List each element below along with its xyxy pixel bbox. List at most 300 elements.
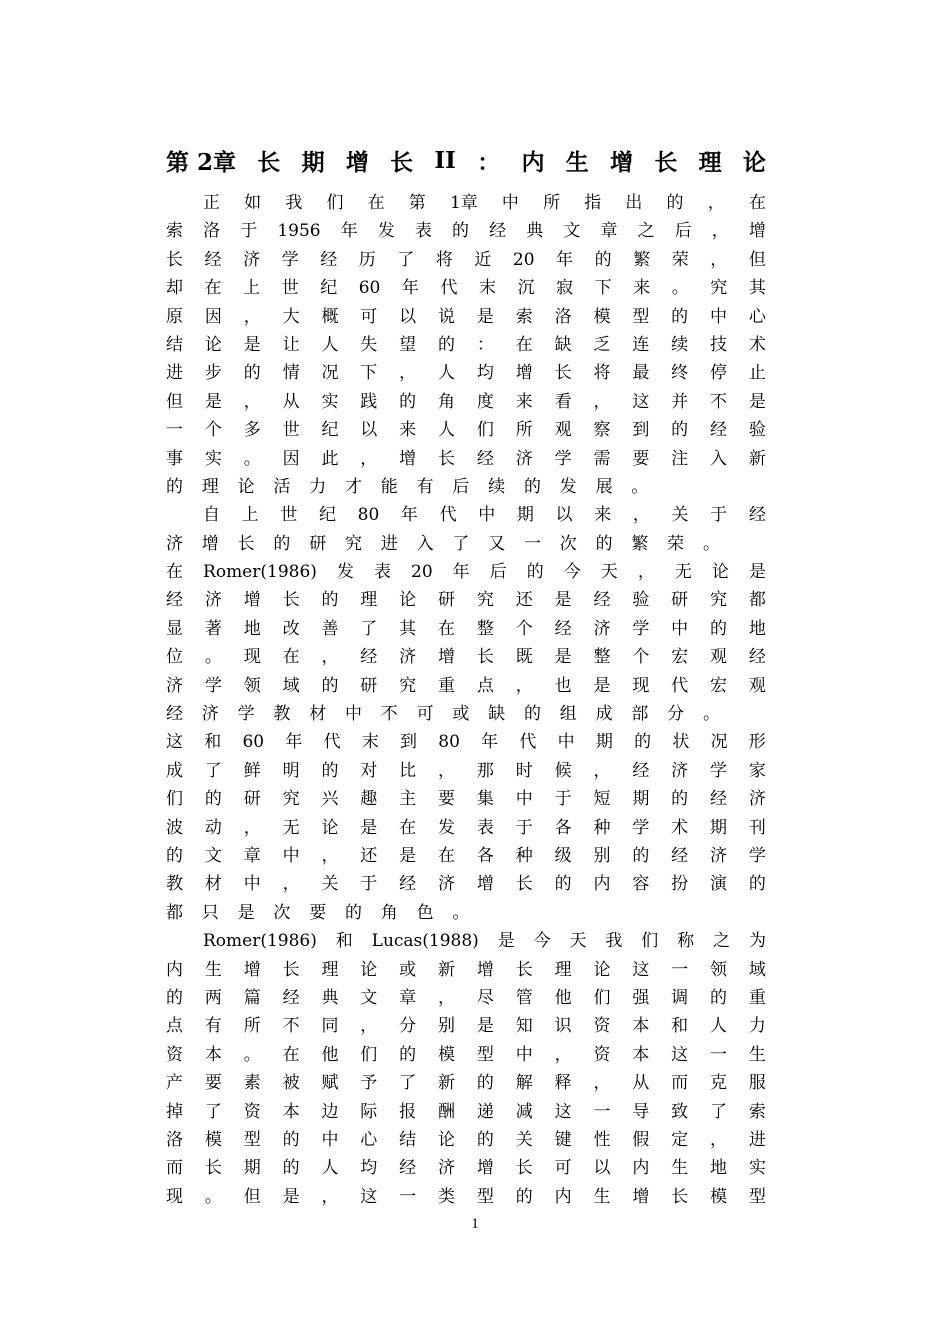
- text-token: 。: [452, 902, 470, 923]
- text-token: 分: [399, 1016, 417, 1037]
- body-text: [166, 189, 766, 1211]
- text-token: 识: [554, 1016, 572, 1037]
- text-token: 后: [674, 221, 692, 242]
- text-token: 要: [204, 1073, 222, 1094]
- text-token: 的: [166, 845, 183, 866]
- text-line: [166, 274, 766, 302]
- text-token: 在: [367, 193, 385, 213]
- text-token: 济: [710, 845, 728, 866]
- text-token: 的: [671, 420, 689, 441]
- text-token: 中: [710, 306, 728, 327]
- text-token: 的: [166, 987, 183, 1008]
- text-line: [166, 842, 766, 870]
- text-line: [166, 217, 766, 245]
- text-token: 1956: [277, 221, 321, 242]
- text-token: 一: [523, 533, 541, 554]
- text-token: 之: [637, 221, 655, 242]
- text-token: 天: [569, 931, 587, 952]
- text-token: 心: [748, 306, 766, 327]
- text-token: 域: [282, 675, 300, 696]
- text-line: [166, 501, 766, 529]
- text-token: 增: [515, 363, 533, 384]
- text-token: 来: [633, 278, 651, 299]
- text-token: 中: [501, 193, 519, 213]
- text-token: 力: [748, 1016, 766, 1037]
- text-token: 都: [166, 902, 183, 923]
- text-token: 以: [360, 420, 378, 441]
- text-token: 称: [677, 931, 695, 952]
- text-token: 致: [671, 1101, 689, 1122]
- text-token: 况: [321, 363, 339, 384]
- text-token: 章: [399, 987, 417, 1008]
- text-token: 现: [243, 647, 261, 668]
- text-token: 短: [593, 789, 611, 810]
- text-token: 济: [438, 1158, 456, 1179]
- text-token: 的: [523, 704, 541, 725]
- text-token: 1章: [449, 193, 478, 213]
- text-token: 中: [243, 874, 261, 895]
- text-token: 们: [476, 420, 494, 441]
- text-token: 。: [671, 278, 689, 299]
- text-token: 期: [516, 505, 534, 526]
- text-token: 60: [358, 278, 381, 299]
- text-token: 候: [554, 760, 572, 781]
- text-token: 寂: [556, 278, 574, 299]
- text-token: 型: [476, 1044, 494, 1065]
- text-token: 性: [593, 1129, 611, 1150]
- text-token: 酬: [438, 1101, 456, 1122]
- text-token: 最: [632, 363, 650, 384]
- text-token: 模: [593, 306, 611, 327]
- text-token: 我: [285, 193, 303, 213]
- text-token: 和: [671, 1016, 689, 1037]
- text-token: 纪: [318, 505, 336, 526]
- text-token: 出: [625, 193, 643, 213]
- text-token: 还: [360, 845, 378, 866]
- text-token: ，: [438, 760, 456, 781]
- text-token: 践: [360, 391, 378, 412]
- text-token: 来: [594, 505, 612, 526]
- text-token: 同: [321, 1016, 339, 1037]
- text-token: 扮: [671, 874, 689, 895]
- text-token: 整: [593, 647, 611, 668]
- text-token: 文: [204, 845, 222, 866]
- text-line: [166, 927, 766, 955]
- text-line: [166, 757, 766, 785]
- text-token: 假: [632, 1129, 650, 1150]
- text-token: ，: [243, 306, 261, 327]
- text-token: ，: [243, 817, 261, 838]
- text-token: 沉: [517, 278, 535, 299]
- text-token: 今: [533, 931, 551, 952]
- text-token: 的: [273, 533, 291, 554]
- text-token: 次: [273, 902, 291, 923]
- text-token: 的: [632, 845, 650, 866]
- text-token: 。: [631, 476, 649, 497]
- text-token: 上: [243, 278, 261, 299]
- text-token: 长: [515, 1158, 533, 1179]
- text-token: 但: [166, 391, 183, 412]
- text-token: 。: [702, 704, 720, 725]
- text-token: 家: [748, 760, 766, 781]
- text-token: 进: [380, 533, 398, 554]
- text-token: ，: [593, 760, 611, 781]
- text-token: 为: [748, 931, 766, 952]
- text-line: [166, 558, 766, 586]
- text-token: 集: [476, 789, 494, 810]
- text-token: 和: [204, 732, 222, 753]
- text-token: 教: [166, 874, 183, 895]
- text-token: 们: [360, 1044, 378, 1065]
- text-token: 重: [438, 675, 456, 696]
- text-token: 如: [244, 193, 262, 213]
- text-token: 济: [399, 647, 417, 668]
- text-token: 是: [593, 675, 611, 696]
- text-token: 在: [515, 334, 533, 355]
- text-token: 的: [399, 391, 417, 412]
- text-token: 经: [476, 448, 494, 469]
- text-token: 或: [399, 959, 417, 980]
- text-token: 时: [515, 760, 533, 781]
- text-token: 边: [321, 1101, 339, 1122]
- text-token: 自: [203, 505, 220, 526]
- text-token: 结: [166, 334, 183, 355]
- text-token: 让: [282, 334, 300, 355]
- page-number: 1: [471, 1216, 479, 1232]
- text-token: 不: [380, 704, 398, 725]
- text-token: 型: [243, 1129, 261, 1150]
- text-token: 刊: [748, 817, 766, 838]
- text-token: 度: [476, 391, 494, 412]
- text-token: 个: [204, 420, 222, 441]
- text-token: 增: [748, 221, 766, 242]
- text-token: 的: [452, 221, 470, 242]
- text-token: 的: [595, 533, 613, 554]
- text-token: 掉: [166, 1101, 183, 1122]
- text-token: 是: [497, 931, 515, 952]
- text-token: 我: [605, 931, 623, 952]
- text-token: 强: [632, 987, 650, 1008]
- text-token: ，: [321, 647, 339, 668]
- text-token: 验: [748, 420, 766, 441]
- text-token: 80: [357, 505, 380, 526]
- text-token: 生: [593, 1186, 611, 1207]
- text-token: 学: [748, 845, 766, 866]
- text-token: 经: [360, 647, 378, 668]
- text-token: 们: [166, 789, 183, 810]
- text-token: ，: [321, 845, 339, 866]
- text-token: 这: [632, 391, 650, 412]
- text-token: 济: [438, 874, 456, 895]
- text-token: 洛: [554, 306, 572, 327]
- text-token: 改: [282, 618, 300, 639]
- text-token: 经: [204, 249, 222, 270]
- text-token: 洛: [203, 221, 221, 242]
- text-token: 现: [166, 1186, 183, 1207]
- text-token: 济: [593, 618, 611, 639]
- text-token: 要: [632, 448, 650, 469]
- text-token: 了: [204, 760, 222, 781]
- text-token: 人: [321, 334, 339, 355]
- text-token: 内: [166, 959, 183, 980]
- text-line: [166, 530, 766, 558]
- text-token: 经: [166, 704, 183, 725]
- text-token: 均: [476, 363, 494, 384]
- text-token: 本: [632, 1016, 650, 1037]
- text-token: 年: [400, 505, 418, 526]
- text-token: 经: [399, 1158, 417, 1179]
- text-token: 以: [399, 306, 417, 327]
- text-token: 别: [438, 1016, 456, 1037]
- text-token: 动: [204, 817, 222, 838]
- text-token: 而: [671, 1073, 689, 1094]
- chapter-title: [166, 140, 766, 180]
- title-token: 增: [345, 148, 369, 176]
- text-token: 地: [748, 618, 766, 639]
- text-token: 。: [243, 1044, 261, 1065]
- text-token: 将: [593, 363, 611, 384]
- text-token: 到: [400, 732, 418, 753]
- text-token: 人: [438, 363, 456, 384]
- text-token: 模: [204, 1129, 222, 1150]
- text-token: 多: [243, 420, 261, 441]
- text-token: 增: [476, 1158, 494, 1179]
- text-token: 或: [452, 704, 470, 725]
- text-token: 察: [593, 420, 611, 441]
- text-token: 域: [748, 959, 766, 980]
- text-token: 的: [476, 1129, 494, 1150]
- text-token: 中: [344, 704, 362, 725]
- text-token: 别: [593, 845, 611, 866]
- text-token: 资: [593, 1044, 611, 1065]
- text-token: 展: [595, 476, 613, 497]
- text-token: 教: [273, 704, 291, 725]
- text-token: 材: [204, 874, 222, 895]
- text-token: 才: [344, 476, 362, 497]
- text-token: 学: [632, 618, 650, 639]
- text-token: 是: [282, 1186, 300, 1207]
- text-token: 。: [204, 647, 222, 668]
- title-token: 论: [742, 148, 766, 176]
- text-token: 善: [321, 618, 339, 639]
- title-token: 长: [654, 148, 678, 176]
- text-token: ，: [710, 1129, 728, 1150]
- text-token: 的: [666, 193, 684, 213]
- text-token: 释: [554, 1073, 572, 1094]
- text-token: 续: [671, 334, 689, 355]
- text-token: 在: [282, 1044, 300, 1065]
- text-token: 实: [321, 391, 339, 412]
- text-token: 明: [282, 760, 300, 781]
- text-token: 地: [243, 618, 261, 639]
- text-token: 种: [515, 845, 533, 866]
- text-token: 是: [399, 845, 417, 866]
- text-token: 望: [399, 334, 417, 355]
- text-token: 况: [710, 732, 728, 753]
- text-token: 在: [748, 193, 766, 213]
- text-token: 模: [438, 1044, 456, 1065]
- text-token: 代: [440, 278, 458, 299]
- text-token: 生: [671, 1158, 689, 1179]
- text-token: 的: [554, 874, 572, 895]
- text-token: 纪: [321, 420, 339, 441]
- text-token: 的: [476, 1073, 494, 1094]
- text-token: 可: [360, 306, 378, 327]
- text-token: 经: [554, 618, 572, 639]
- text-token: 缺: [554, 334, 572, 355]
- text-token: 被: [282, 1073, 300, 1094]
- text-token: 材: [309, 704, 327, 725]
- title-token: 第 2章: [166, 148, 237, 176]
- text-token: 20: [411, 562, 433, 583]
- text-token: 容: [632, 874, 650, 895]
- title-token: II: [434, 146, 456, 174]
- text-token: 第: [408, 193, 426, 213]
- text-token: 报: [399, 1101, 417, 1122]
- text-token: 内: [554, 1186, 572, 1207]
- text-token: 论: [438, 1129, 456, 1150]
- text-token: 的: [634, 732, 652, 753]
- text-token: 可: [554, 1158, 572, 1179]
- text-token: 并: [671, 391, 689, 412]
- text-token: 究: [476, 590, 494, 611]
- text-token: 济: [515, 448, 533, 469]
- text-token: 长: [237, 533, 255, 554]
- text-token: 位: [166, 647, 183, 668]
- text-token: 学: [632, 817, 650, 838]
- text-token: 代: [323, 732, 341, 753]
- text-line: [166, 615, 766, 643]
- text-token: 索: [166, 221, 183, 242]
- text-token: 经: [166, 590, 183, 611]
- text-token: 个: [632, 647, 650, 668]
- text-token: 是: [748, 562, 766, 583]
- text-token: 荣: [671, 249, 689, 270]
- text-token: 显: [166, 618, 183, 639]
- title-token: 长: [390, 148, 414, 176]
- text-token: 趣: [360, 789, 378, 810]
- text-token: 观: [554, 420, 572, 441]
- text-token: 个: [515, 618, 533, 639]
- text-token: 减: [515, 1101, 533, 1122]
- text-token: 在: [399, 817, 417, 838]
- text-token: 型: [632, 306, 650, 327]
- text-token: 年: [401, 278, 419, 299]
- text-token: 在: [438, 845, 456, 866]
- text-token: 到: [632, 420, 650, 441]
- text-token: 经: [632, 760, 650, 781]
- text-token: ，: [360, 448, 378, 469]
- text-token: ，: [399, 363, 417, 384]
- text-token: 代: [439, 505, 457, 526]
- text-token: 世: [282, 420, 300, 441]
- text-token: 情: [282, 363, 300, 384]
- text-token: 大: [282, 306, 300, 327]
- text-token: 们: [641, 931, 659, 952]
- text-token: 因: [282, 448, 300, 469]
- text-token: 于: [710, 505, 728, 526]
- text-token: 是: [243, 334, 261, 355]
- text-line: [166, 189, 766, 217]
- text-token: 篇: [243, 987, 261, 1008]
- text-token: 键: [554, 1129, 572, 1150]
- text-token: 年: [452, 562, 470, 583]
- text-token: 来: [515, 391, 533, 412]
- text-token: 后: [489, 562, 507, 583]
- text-line: [166, 1183, 766, 1211]
- text-token: 的: [594, 249, 612, 270]
- text-token: 分: [667, 704, 685, 725]
- text-token: 模: [710, 1186, 728, 1207]
- text-token: 此: [321, 448, 339, 469]
- text-token: 步: [204, 363, 222, 384]
- text-token: 。: [702, 533, 720, 554]
- text-line: [166, 303, 766, 331]
- text-token: 于: [240, 221, 258, 242]
- text-token: 要: [309, 902, 327, 923]
- text-token: 理: [201, 476, 219, 497]
- text-token: 需: [593, 448, 611, 469]
- text-token: 从: [282, 391, 300, 412]
- text-token: 了: [710, 1101, 728, 1122]
- text-token: 要: [438, 789, 456, 810]
- text-token: ，: [360, 1016, 378, 1037]
- text-token: 经: [748, 505, 766, 526]
- text-token: 的: [344, 902, 362, 923]
- text-token: 的: [710, 618, 728, 639]
- text-token: 比: [399, 760, 417, 781]
- text-token: 代: [671, 675, 689, 696]
- text-token: 都: [748, 590, 766, 611]
- text-line: [166, 672, 766, 700]
- text-token: 入: [416, 533, 434, 554]
- text-token: 在: [438, 618, 456, 639]
- text-token: 的: [523, 476, 541, 497]
- text-token: 后: [452, 476, 470, 497]
- text-token: 资: [166, 1044, 183, 1065]
- text-token: 术: [748, 334, 766, 355]
- text-token: 增: [243, 959, 261, 980]
- text-token: 经: [748, 647, 766, 668]
- text-token: 状: [672, 732, 690, 753]
- text-token: 究: [399, 675, 417, 696]
- text-token: 年: [556, 249, 574, 270]
- text-token: 所: [515, 420, 533, 441]
- text-token: ：: [476, 334, 494, 355]
- text-token: 连: [632, 334, 650, 355]
- text-token: 了: [204, 1101, 222, 1122]
- text-token: 两: [204, 987, 222, 1008]
- text-token: 长: [515, 874, 533, 895]
- text-token: 服: [748, 1073, 766, 1094]
- text-token: ，: [710, 249, 728, 270]
- text-token: 的: [282, 1158, 300, 1179]
- text-token: 论: [360, 959, 378, 980]
- text-token: 调: [671, 987, 689, 1008]
- text-token: 下: [594, 278, 612, 299]
- text-token: 典: [526, 221, 544, 242]
- text-token: 索: [748, 1101, 766, 1122]
- text-token: 理: [321, 959, 339, 980]
- text-token: 所: [243, 1016, 261, 1037]
- text-token: 各: [476, 845, 494, 866]
- text-token: 递: [476, 1101, 494, 1122]
- text-token: 是: [476, 1016, 494, 1037]
- text-line: [166, 700, 766, 728]
- text-token: 中: [321, 1129, 339, 1150]
- text-token: 不: [282, 1016, 300, 1037]
- text-token: 年: [285, 732, 303, 753]
